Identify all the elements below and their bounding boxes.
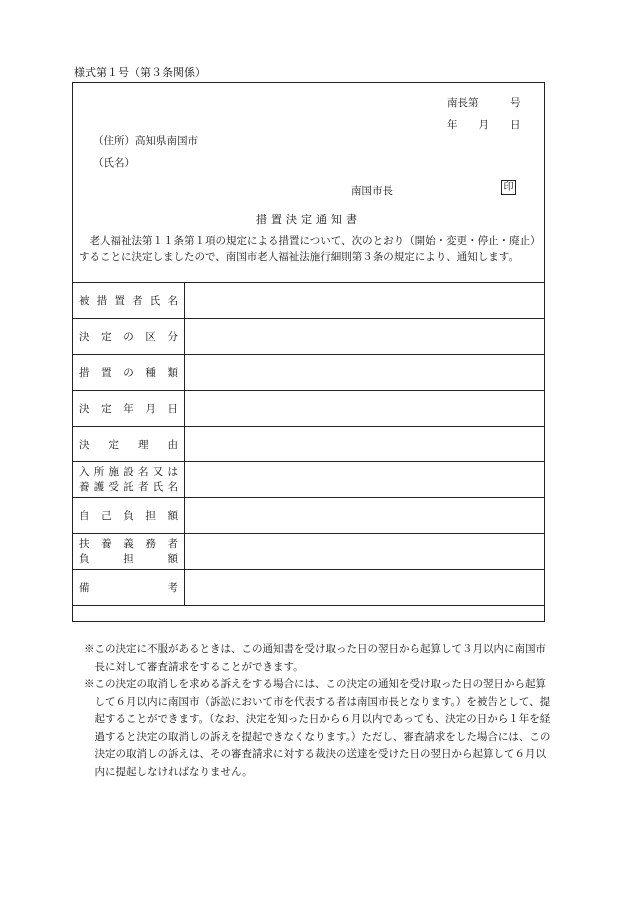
- table-row: [73, 283, 545, 319]
- row-label: [73, 354, 185, 390]
- document-number: 南長第 号: [447, 97, 521, 109]
- row-label: [73, 570, 185, 606]
- row-value: [185, 462, 545, 498]
- row-label-line: 被 措 置 者 氏 名: [79, 294, 178, 307]
- decision-table: [72, 282, 545, 606]
- row-label-line: 養 護 受 託 者 氏 名: [79, 480, 178, 493]
- table-row: [73, 426, 545, 462]
- row-value: [185, 426, 545, 462]
- table-row: [73, 390, 545, 426]
- row-label: [73, 390, 185, 426]
- row-label: [73, 498, 185, 534]
- table-row: [73, 354, 545, 390]
- row-label-line: 扶 養 義 務 者: [79, 537, 178, 550]
- row-value: [185, 283, 545, 319]
- recipient-address: （住所）高知県南国市: [93, 135, 198, 147]
- row-label: [73, 462, 185, 498]
- row-value: [185, 498, 545, 534]
- table-row: [73, 534, 545, 570]
- notes-section: [84, 641, 554, 781]
- row-label-line: 決 定 年 月 日: [79, 402, 178, 415]
- table-row: [73, 570, 545, 606]
- table-row: [73, 462, 545, 498]
- row-label: [73, 318, 185, 354]
- issuer-name: 南国市長: [351, 185, 393, 197]
- row-value: [185, 534, 545, 570]
- document-title: 措置決定通知書: [256, 213, 361, 226]
- row-label-line: 決 定 の 区 分: [79, 330, 178, 343]
- table-row: [73, 318, 545, 354]
- row-label: [73, 426, 185, 462]
- note-item: ※この決定の取消しを求める訴えをする場合には、この決定の通知を受け取った日の翌日から起算して６月以内に南国市（訴訟において市を代表する者は南国市長となります。）を被告として、提起することができます。（なお、決定を知った日から６月以内であっても、決定の日から１年を経過すると決定の取消しの訴えを提起できなくなります。）ただし、審査請求をした場合には、この決定の取消しの訴えは、その審査請求に対する裁決の送達を受けた日の翌日から起算して６月以内に提起しなければなりません。: [84, 678, 551, 778]
- row-label-line: 負 担 額: [79, 552, 178, 565]
- row-value: [185, 354, 545, 390]
- seal-mark: 印: [501, 180, 516, 195]
- row-label: [73, 283, 185, 319]
- recipient-name: （氏名）: [93, 157, 135, 169]
- row-label-line: 措 置 の 種 類: [79, 366, 178, 379]
- notice-frame: [72, 82, 545, 622]
- table-row: [73, 498, 545, 534]
- note-item: ※この決定に不服があるときは、この通知書を受け取った日の翌日から起算して３月以内に南国市長に対して審査請求をすることができます。: [84, 643, 546, 673]
- row-value: [185, 318, 545, 354]
- row-value: [185, 570, 545, 606]
- form-number: 様式第１号（第３条関係）: [74, 66, 206, 79]
- row-label-line: 入 所 施 設 名 又 は: [79, 465, 178, 478]
- row-label: [73, 534, 185, 570]
- issue-date: 年 月 日: [447, 119, 521, 131]
- row-label-line: 備 考: [79, 582, 178, 595]
- notice-body: 老人福祉法第１１条第１項の規定による措置について、次のとおり（開始・変更・停止・廃止）することに決定しましたので、南国市老人福祉法施行細則第３条の規定により、通知します。: [79, 235, 541, 263]
- row-label-line: 自 己 負 担 額: [79, 510, 178, 523]
- row-value: [185, 390, 545, 426]
- row-label-line: 決 定 理 由: [79, 438, 178, 451]
